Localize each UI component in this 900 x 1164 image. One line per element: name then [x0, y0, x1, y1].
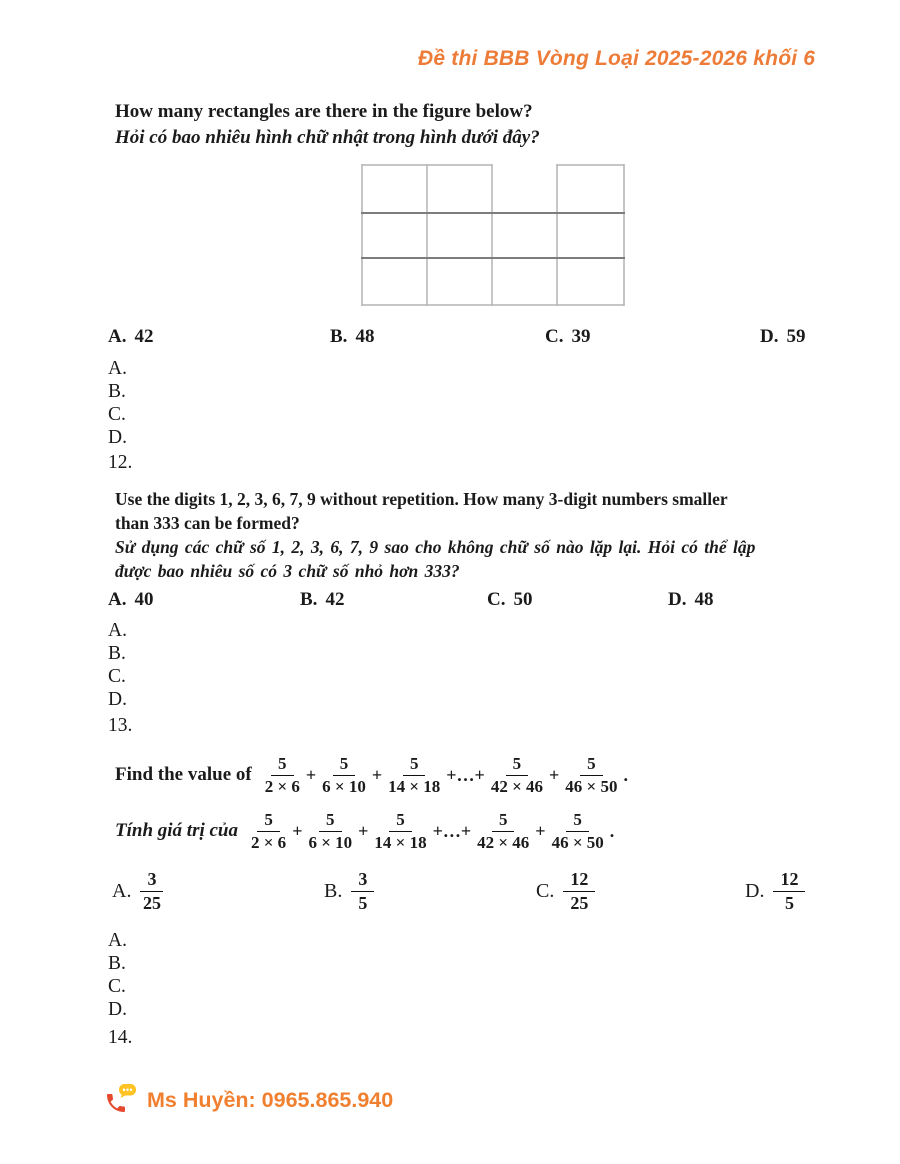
- fraction-numerator: 12: [773, 869, 805, 892]
- q11-question-vi: Hỏi có bao nhiêu hình chữ nhật trong hình dưới đây?: [115, 127, 540, 148]
- option-label: B.: [330, 326, 348, 347]
- fraction-numerator: 5: [566, 810, 589, 832]
- q13-expression-en: [115, 754, 629, 796]
- answer-line-d: D.: [108, 999, 127, 1020]
- answer-line-c: C.: [108, 666, 126, 687]
- fraction-numerator: 3: [140, 869, 163, 892]
- option-value: 40: [134, 589, 154, 610]
- fraction-denominator: 2 × 6: [264, 776, 300, 796]
- answer-line-d: D.: [108, 427, 127, 448]
- option-fraction: [563, 869, 595, 913]
- q12-question-vi-line2: được bao nhiêu số có 3 chữ số nhỏ hơn 333?: [115, 561, 460, 581]
- period: .: [609, 820, 615, 841]
- fraction-denominator: 42 × 46: [477, 832, 530, 852]
- q12-question-vi-line1: Sử dụng các chữ số 1, 2, 3, 6, 7, 9 sao cho không chữ số nào lặp lại. Hỏi có thể lập: [115, 537, 756, 557]
- fraction-numerator: 12: [563, 869, 595, 892]
- q12-option-d: [668, 589, 713, 611]
- fraction-numerator: 5: [271, 754, 294, 776]
- fraction-numerator: 5: [403, 754, 426, 776]
- fraction-term-2: [308, 810, 352, 852]
- answer-line-a: A.: [108, 620, 127, 641]
- plus-operator: +: [292, 820, 303, 841]
- fraction-denominator: 46 × 50: [551, 832, 604, 852]
- fraction-term-1: [251, 810, 286, 852]
- fraction-numerator: 5: [257, 810, 280, 832]
- fraction-term-3: [388, 754, 440, 796]
- rectangles-grid-figure: [361, 164, 625, 306]
- period: .: [623, 764, 628, 785]
- grid-lines: [362, 165, 624, 305]
- fraction-denominator: 5: [358, 892, 368, 913]
- fraction-numerator: 5: [492, 810, 515, 832]
- option-label: A.: [108, 589, 127, 610]
- fraction-denominator: 46 × 50: [565, 776, 618, 796]
- option-label: D.: [760, 326, 779, 347]
- option-value: 48: [355, 326, 375, 347]
- ellipsis-operator: +…+: [432, 820, 472, 841]
- plus-operator: +: [371, 764, 383, 785]
- fraction-denominator: 42 × 46: [490, 776, 543, 796]
- q13-option-d: [745, 869, 805, 913]
- option-value: 39: [571, 326, 591, 347]
- fraction-denominator: 25: [142, 892, 161, 913]
- option-label: D.: [745, 879, 765, 902]
- fraction-term-3: [374, 810, 426, 852]
- plus-operator: +: [535, 820, 546, 841]
- q12-option-b: [300, 589, 344, 611]
- fraction-denominator: 25: [570, 892, 589, 913]
- fraction-denominator: 6 × 10: [322, 776, 366, 796]
- answer-line-c: C.: [108, 976, 126, 997]
- option-label: B.: [324, 879, 343, 902]
- fraction-denominator: 14 × 18: [388, 776, 441, 796]
- option-fraction: [140, 869, 163, 913]
- option-label: B.: [300, 589, 318, 610]
- fraction-term-2: [322, 754, 366, 796]
- q11-option-c: [545, 326, 590, 348]
- option-value: 42: [325, 589, 345, 610]
- answer-line-b: B.: [108, 643, 126, 664]
- plus-operator: +: [305, 764, 317, 785]
- q13-option-b: [324, 869, 374, 913]
- plus-operator: +: [549, 764, 560, 785]
- q12-option-a: [108, 589, 153, 611]
- option-fraction: [773, 869, 805, 913]
- fraction-numerator: 5: [333, 754, 356, 776]
- answer-line-a: A.: [108, 358, 127, 379]
- plus-operator: +: [358, 820, 369, 841]
- fraction-numerator: 5: [319, 810, 342, 832]
- q11-answer-lines: [108, 357, 127, 449]
- contact-text: Ms Huyền: 0965.865.940: [147, 1087, 394, 1112]
- answer-line-a: A.: [108, 930, 127, 951]
- fraction-denominator: 2 × 6: [251, 832, 287, 852]
- fraction-term-1: [265, 754, 300, 796]
- q11-option-a: [108, 326, 153, 348]
- footer-contact: [103, 1084, 393, 1116]
- q13-expression-vi: [115, 810, 615, 852]
- option-label: C.: [536, 879, 555, 902]
- q13-option-a: [112, 869, 163, 913]
- option-value: 50: [513, 589, 533, 610]
- question-number-12: 12.: [108, 452, 133, 473]
- option-label: A.: [112, 879, 132, 902]
- q12-question-en-line2: than 333 can be formed?: [115, 513, 300, 533]
- fraction-numerator: 5: [389, 810, 412, 832]
- q11-figure: [361, 164, 625, 306]
- chat-bubble: [119, 1084, 136, 1098]
- phone-chat-icon: [103, 1084, 139, 1116]
- fraction-term-5: [565, 754, 617, 796]
- page-header-title: Đề thi BBB Vòng Loại 2025-2026 khối 6: [418, 47, 816, 70]
- option-label: C.: [545, 326, 564, 347]
- fraction-term-5: [552, 810, 604, 852]
- q13-option-c: [536, 869, 595, 913]
- fraction-numerator: 5: [580, 754, 603, 776]
- q12-option-c: [487, 589, 532, 611]
- option-value: 59: [786, 326, 806, 347]
- q11-option-b: [330, 326, 374, 348]
- q13-prefix-vi: Tính giá trị của: [115, 820, 238, 842]
- option-fraction: [351, 869, 374, 913]
- question-number-13: 13.: [108, 715, 133, 736]
- ellipsis-operator: +…+: [446, 764, 485, 785]
- option-label: D.: [668, 589, 687, 610]
- answer-line-c: C.: [108, 404, 126, 425]
- option-value: 48: [694, 589, 714, 610]
- q12-answer-lines: [108, 619, 127, 711]
- q11-option-d: [760, 326, 805, 348]
- fraction-numerator: 5: [506, 754, 529, 776]
- option-label: A.: [108, 326, 127, 347]
- answer-line-b: B.: [108, 381, 126, 402]
- option-value: 42: [134, 326, 154, 347]
- question-number-14: 14.: [108, 1027, 133, 1048]
- q12-question-en-line1: Use the digits 1, 2, 3, 6, 7, 9 without repetition. How many 3-digit numbers smaller: [115, 489, 728, 509]
- q13-prefix-en: Find the value of: [115, 764, 252, 786]
- fraction-term-4: [477, 810, 529, 852]
- q11-question-en: How many rectangles are there in the figure below?: [115, 101, 533, 122]
- fraction-denominator: 14 × 18: [374, 832, 427, 852]
- fraction-denominator: 6 × 10: [308, 832, 353, 852]
- fraction-numerator: 3: [351, 869, 374, 892]
- q13-answer-lines: [108, 929, 127, 1021]
- fraction-term-4: [491, 754, 543, 796]
- answer-line-b: B.: [108, 953, 126, 974]
- answer-line-d: D.: [108, 689, 127, 710]
- fraction-denominator: 5: [784, 892, 794, 913]
- option-label: C.: [487, 589, 506, 610]
